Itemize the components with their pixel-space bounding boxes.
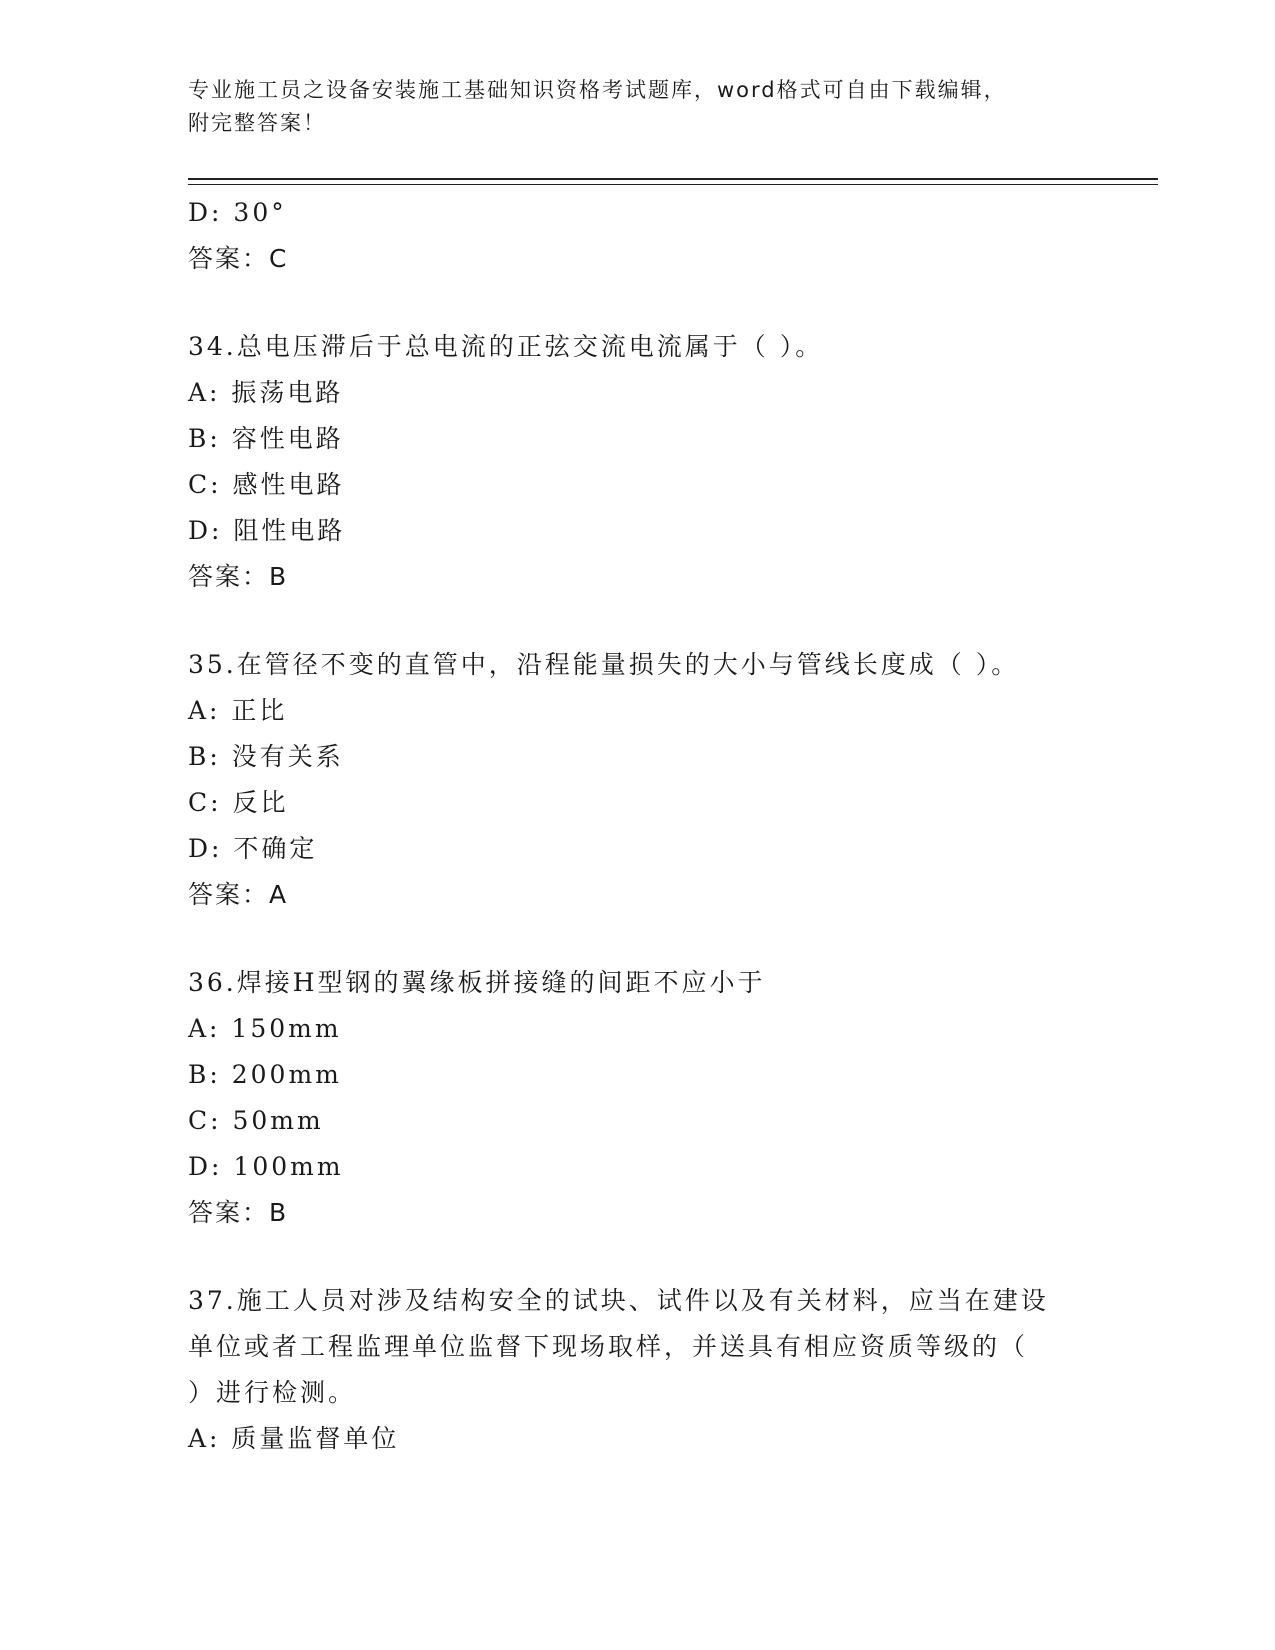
option-a: A: 振荡电路 [188,378,344,407]
option-a: A: 正比 [188,696,288,725]
question-list [188,190,1088,1462]
option-c: C: 反比 [188,788,289,817]
answer: 答案：B [188,562,289,591]
option-d: D: 阻性电路 [188,516,346,545]
header-line-1: 专业施工员之设备安装施工基础知识资格考试题库，word格式可自由下载编辑， [188,78,1007,102]
option-a: A: 质量监督单位 [188,1424,400,1453]
option-c: C: 感性电路 [188,470,345,499]
option-b: B: 没有关系 [188,742,344,771]
option-d: D: 不确定 [188,834,318,863]
question-text-line-3: ）进行检测。 [188,1378,357,1407]
option-c: C: 50mm [188,1106,324,1135]
option-d: D: 30° [188,198,287,227]
question-37 [188,1278,1088,1462]
answer: 答案：A [188,880,289,909]
question-text-line-1: 37.施工人员对涉及结构安全的试块、试件以及有关材料，应当在建设 [188,1286,1049,1315]
question-34 [188,324,1088,600]
document-header [188,74,1088,140]
question-text: 34.总电压滞后于总电流的正弦交流电流属于（ ）。 [188,332,824,361]
question-36 [188,960,1088,1236]
option-b: B: 200mm [188,1060,342,1089]
header-divider [188,178,1158,180]
header-divider-thin [188,184,1158,185]
question-text: 35.在管径不变的直管中，沿程能量损失的大小与管线长度成（ ）。 [188,650,1020,679]
option-b: B: 容性电路 [188,424,344,453]
answer: 答案：C [188,244,289,273]
option-a: A: 150mm [188,1014,342,1043]
header-line-2: 附完整答案！ [188,111,326,135]
question-35 [188,642,1088,918]
answer: 答案：B [188,1198,289,1227]
option-d: D: 100mm [188,1152,344,1181]
question-text-line-2: 单位或者工程监理单位监督下现场取样，并送具有相应资质等级的（ [188,1332,1029,1361]
question-text: 36.焊接H型钢的翼缘板拼接缝的间距不应小于 [188,968,766,997]
